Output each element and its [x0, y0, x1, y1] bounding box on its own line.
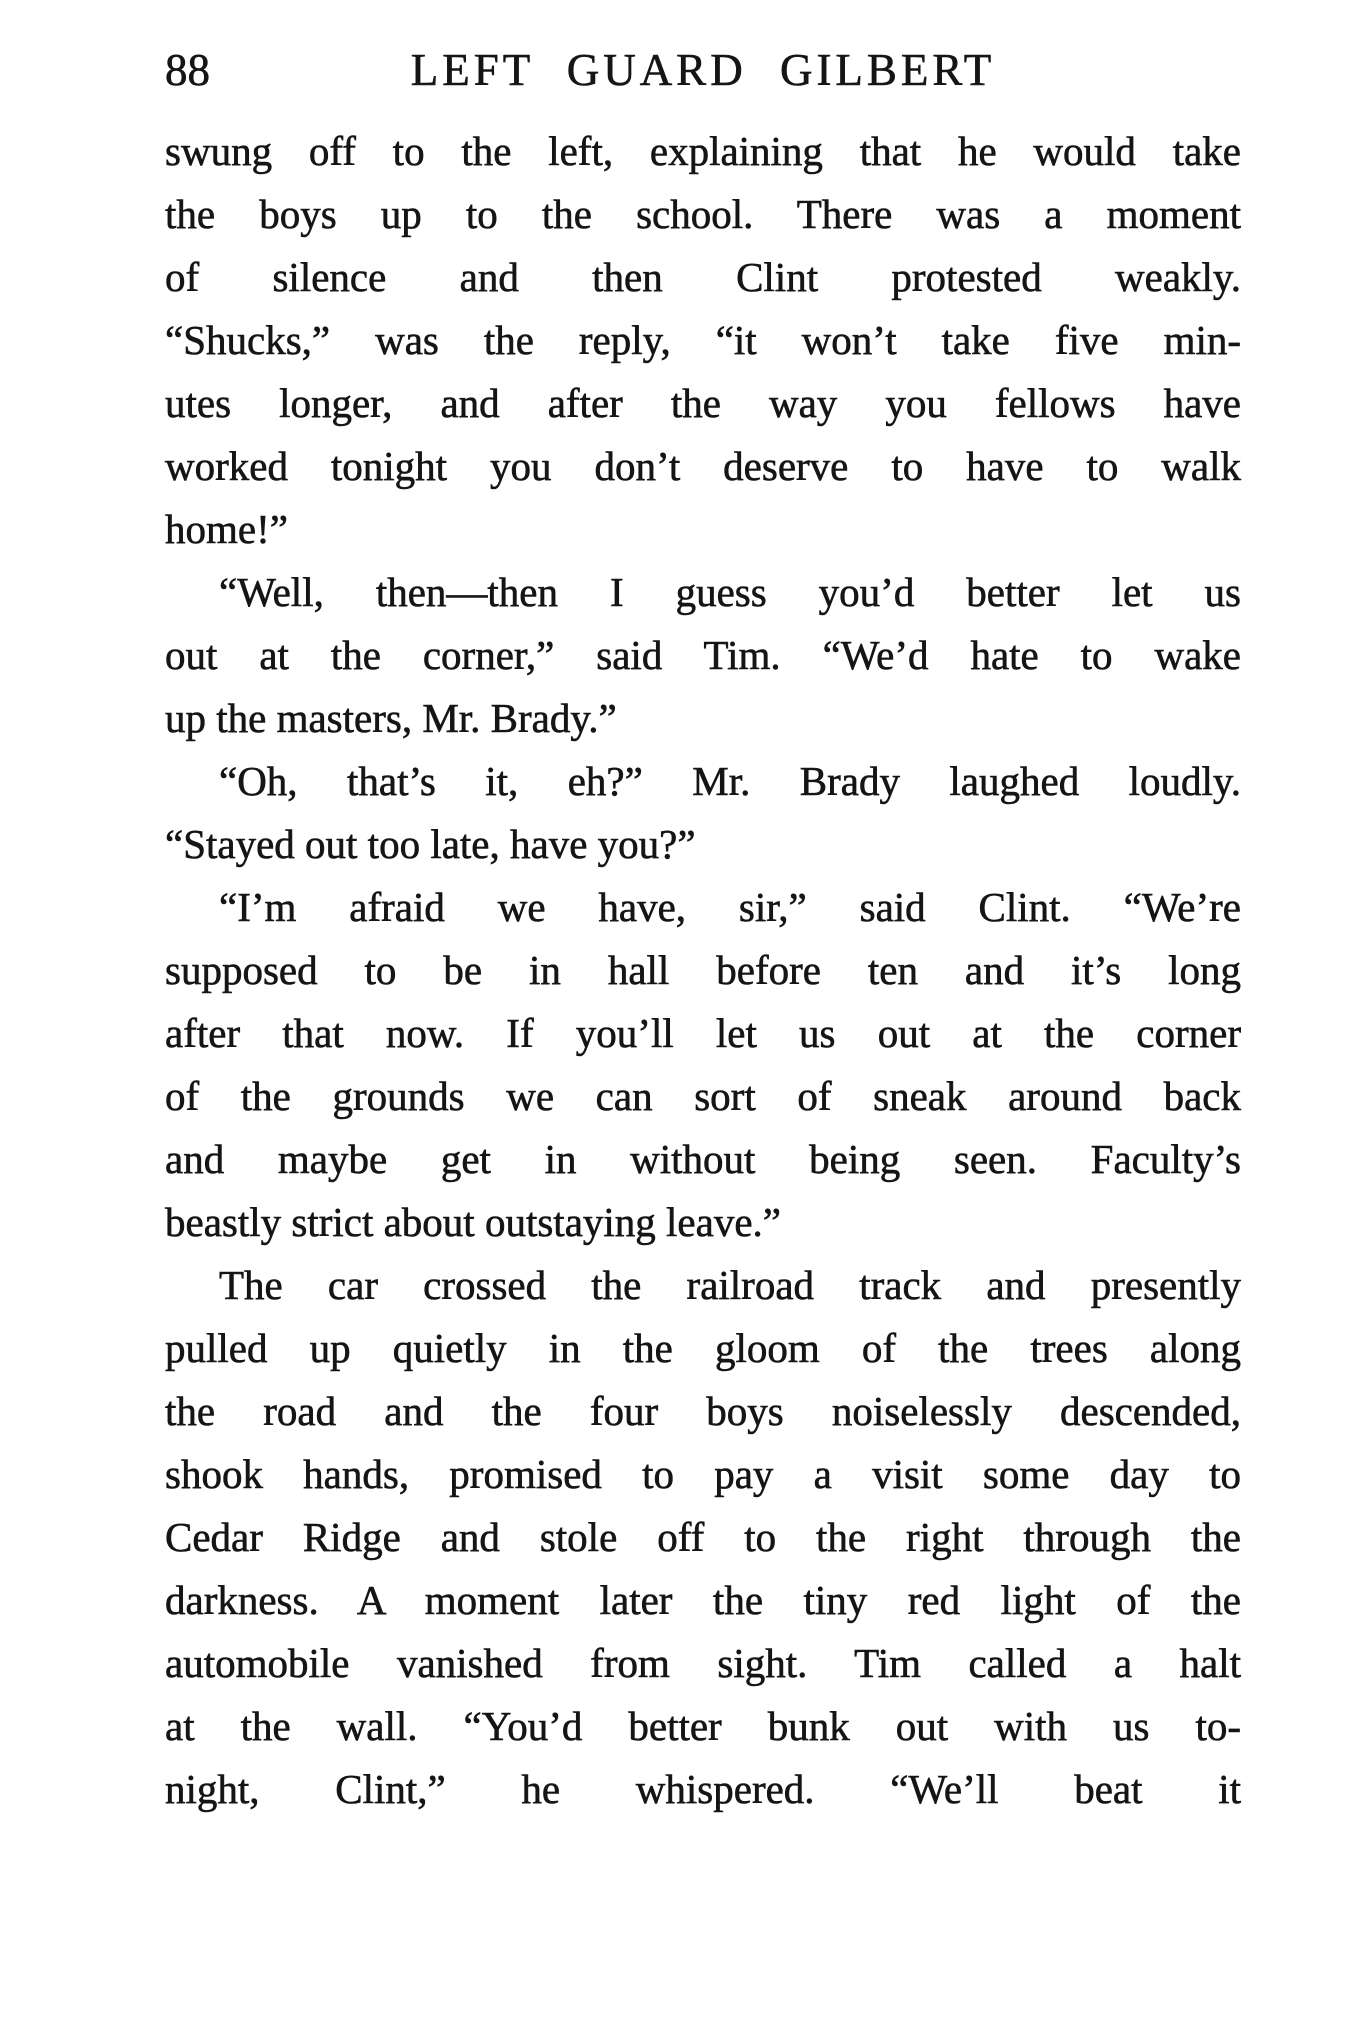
running-title: LEFT GUARD GILBERT: [410, 45, 996, 95]
text-line: beastly strict about outstaying leave.”: [165, 1199, 781, 1245]
text-line: and maybe get in without being seen. Faculty’s: [165, 1136, 1241, 1182]
text-line: worked tonight you don’t deserve to have to walk: [165, 443, 1241, 489]
text-line: “Stayed out too late, have you?”: [165, 821, 696, 867]
text-line: of silence and then Clint protested weakly.: [165, 254, 1241, 300]
text-column: [165, 46, 1241, 1821]
text-line: after that now. If you’ll let us out at the corner: [165, 1010, 1241, 1056]
page-number: 88: [165, 45, 210, 95]
text-line: of the grounds we can sort of sneak around back: [165, 1073, 1241, 1119]
text-block: [165, 120, 1241, 1821]
text-line: utes longer, and after the way you fellows have: [165, 380, 1241, 426]
text-line: home!”: [165, 506, 288, 552]
text-line: Cedar Ridge and stole off to the right through the: [165, 1514, 1241, 1560]
text-line: “Shucks,” was the reply, “it won’t take five min-: [165, 317, 1241, 363]
text-line: up the masters, Mr. Brady.”: [165, 695, 617, 741]
page-header: [165, 46, 1241, 104]
text-line: “Oh, that’s it, eh?” Mr. Brady laughed loudly.: [219, 758, 1241, 804]
text-line: supposed to be in hall before ten and it’s long: [165, 947, 1241, 993]
text-line: out at the corner,” said Tim. “We’d hate to wake: [165, 632, 1241, 678]
text-line: automobile vanished from sight. Tim called a halt: [165, 1640, 1241, 1686]
text-line: swung off to the left, explaining that he would take: [165, 128, 1241, 174]
text-line: the road and the four boys noiselessly descended,: [165, 1388, 1241, 1434]
text-line: night, Clint,” he whispered. “We’ll beat it: [165, 1766, 1241, 1812]
text-line: pulled up quietly in the gloom of the trees along: [165, 1325, 1241, 1371]
text-line: “I’m afraid we have, sir,” said Clint. “We’re: [219, 884, 1241, 930]
text-line: The car crossed the railroad track and presently: [219, 1262, 1241, 1308]
text-line: the boys up to the school. There was a moment: [165, 191, 1241, 237]
text-line: “Well, then—then I guess you’d better let us: [219, 569, 1241, 615]
text-line: at the wall. “You’d better bunk out with us to-: [165, 1703, 1241, 1749]
text-line: darkness. A moment later the tiny red light of the: [165, 1577, 1241, 1623]
text-line: shook hands, promised to pay a visit some day to: [165, 1451, 1241, 1497]
